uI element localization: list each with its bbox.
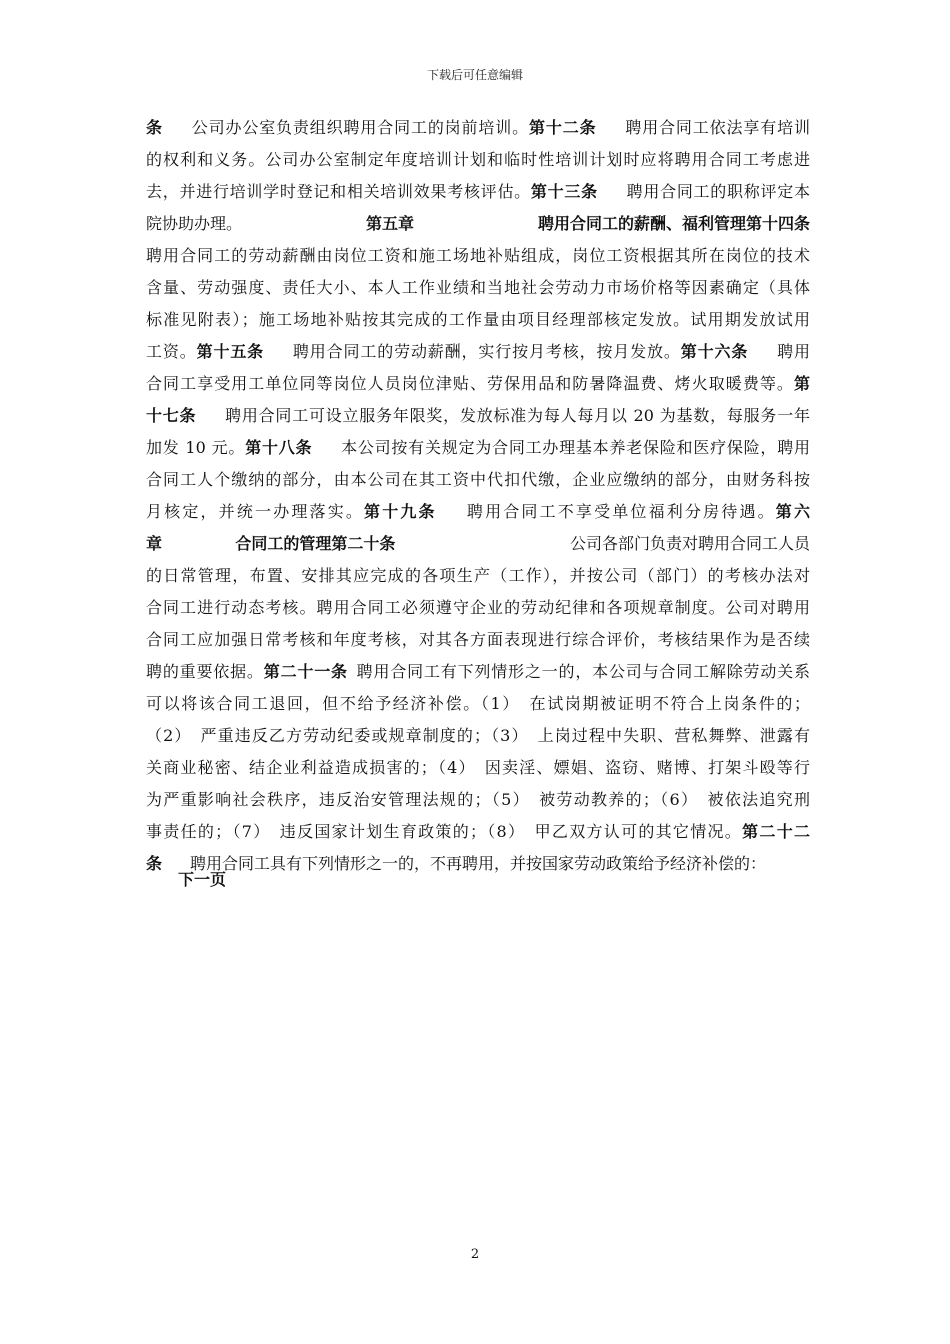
article-heading: 第五章 [365, 214, 414, 233]
article-heading: 第十二条 [529, 118, 597, 137]
next-page-link[interactable]: 下一页 [178, 870, 227, 889]
article-heading: 合同工的管理第二十条 [235, 534, 396, 553]
text-line [146, 592, 810, 624]
text-line [146, 464, 810, 496]
text-line [146, 560, 810, 592]
indent-space [469, 528, 497, 560]
article-heading: 第十六条 [680, 342, 749, 361]
body-text: 聘用合同工依法享有培训 [624, 118, 810, 137]
body-text: 聘用合同工的劳动薪酬由岗位工资和施工场地补贴组成，岗位工资根据其所在岗位的技术 [146, 246, 810, 265]
article-heading: 第 [793, 374, 810, 393]
body-text: 聘用合同工具有下列情形之一的，不再聘用，并按国家劳动政策给予经济补偿的： [190, 854, 767, 873]
body-text: 聘用 [776, 342, 810, 361]
body-text: 公司办公室负责组织聘用合同工的岗前培训。 [190, 118, 530, 137]
body-text: 甲乙双方认可的其它情况。 [533, 822, 743, 841]
article-heading: 第十九条 [364, 502, 437, 521]
text-line [146, 752, 810, 784]
body-text: 合同工进行动态考核。聘用合同工必须遵守企业的劳动纪律和各项规章制度。公司对聘用 [146, 598, 810, 617]
article-heading: 聘用合同工的薪酬、福利管理第十四条 [537, 214, 810, 233]
body-text: 标准见附表）；施工场地补贴按其完成的工作量由项目经理部核定发放。试用期发放试用 [146, 310, 810, 329]
text-line [146, 208, 810, 240]
body-text: 的日常管理，布置、安排其应完成的各项生产（工作），并按公司（部门）的考核办法对 [146, 566, 810, 585]
text-line [146, 336, 810, 368]
body-text: 含量、劳动强度、责任大小、本人工作业绩和当地社会劳动力市场价格等因素确定（具体 [146, 278, 810, 297]
body-text: 院协助办理。 [146, 214, 243, 233]
body-text: 聘用合同工可设立服务年限奖，发放标准为每人每月以 20 为基数，每服务一年 [224, 406, 810, 425]
body-text: 加发 10 元。 [146, 438, 246, 457]
body-text: 上岗过程中失职、营私舞弊、泄露有 [536, 726, 810, 745]
body-text: 合同工享受用工单位同等岗位人员岗位津贴、劳保用品和防暑降温费、烤火取暖费等。 [146, 374, 794, 393]
body-text: 关商业秘密、结企业利益造成损害的；（4） [146, 758, 476, 777]
body-text: 被依法追究刑 [706, 790, 810, 809]
body-text: 事责任的；（7） [146, 822, 271, 841]
text-line [146, 720, 810, 752]
text-line [146, 112, 810, 144]
text-line [146, 848, 810, 880]
body-text: 在试岗期被证明不符合上岗条件的； [527, 694, 810, 713]
body-text: 工资。 [146, 342, 197, 361]
body-text: 严重违反乙方劳动纪委或规章制度的；（3） [199, 726, 529, 745]
body-text: 聘用合同工的劳动薪酬，实行按月考核，按月发放。 [292, 342, 681, 361]
body-text: 合同工人个缴纳的部分，由本公司在其工资中代扣代缴，企业应缴纳的部分，由财务科按 [146, 470, 810, 489]
text-line [146, 144, 810, 176]
article-heading: 第二十一条 [263, 662, 348, 681]
article-heading: 第六 [775, 502, 810, 521]
text-line [146, 496, 810, 528]
body-text: 合同工应加强日常考核和年度考核，对其各方面表现进行综合评价，考核结果作为是否续 [146, 630, 810, 649]
body-text: 被劳动教养的；（6） [537, 790, 699, 809]
body-text: 月核定，并统一办理落实。 [146, 502, 365, 521]
text-line [146, 176, 810, 208]
body-text: 可以将该合同工退回，但不给予经济补偿。（1） [146, 694, 520, 713]
body-text: 为严重影响社会秩序，违反治安管理法规的；（5） [146, 790, 530, 809]
text-line [146, 240, 810, 272]
article-heading: 第二十二 [742, 822, 810, 841]
text-line [146, 624, 810, 656]
body-text: 的权利和义务。公司办公室制定年度培训计划和临时性培训计划时应将聘用合同工考虑进 [146, 150, 810, 169]
text-line [146, 656, 810, 688]
article-heading: 第十三条 [530, 182, 598, 201]
article-heading: 第十八条 [245, 438, 313, 457]
body-text: 聘用合同工不享受单位福利分房待遇。 [464, 502, 776, 521]
text-line [146, 400, 810, 432]
body-text: （2） [146, 726, 192, 745]
body-text: 去，并进行培训学时登记和相关培训效果考核评估。 [146, 182, 531, 201]
text-line [146, 304, 810, 336]
article-heading: 十七条 [146, 406, 197, 425]
page-number: 2 [470, 1247, 480, 1262]
article-heading: 章 [146, 534, 163, 553]
body-text: 本公司按有关规定为合同工办理基本养老保险和医疗保险，聘用 [340, 438, 810, 457]
body-text: 聘的重要依据。 [146, 662, 264, 681]
text-line [146, 528, 810, 560]
body-text: 公司各部门负责对聘用合同工人员 [569, 534, 810, 553]
text-line [146, 432, 810, 464]
body-text: 因卖淫、嫖娼、盗窃、赌博、打架斗殴等行 [483, 758, 810, 777]
article-heading: 第十五条 [196, 342, 265, 361]
text-line [146, 688, 810, 720]
text-line [146, 816, 810, 848]
text-line [146, 368, 810, 400]
text-line [146, 784, 810, 816]
page-header: 下载后可任意编辑 [426, 68, 523, 82]
text-line [146, 272, 810, 304]
document-body [146, 112, 810, 880]
body-text: 聘用合同工的职称评定本 [625, 182, 810, 201]
body-text: 违反国家计划生育政策的；（8） [278, 822, 526, 841]
body-text: 聘用合同工有下列情形之一的，本公司与合同工解除劳动关系 [355, 662, 810, 681]
article-heading: 条 [146, 118, 163, 137]
article-heading: 条 [146, 854, 163, 873]
